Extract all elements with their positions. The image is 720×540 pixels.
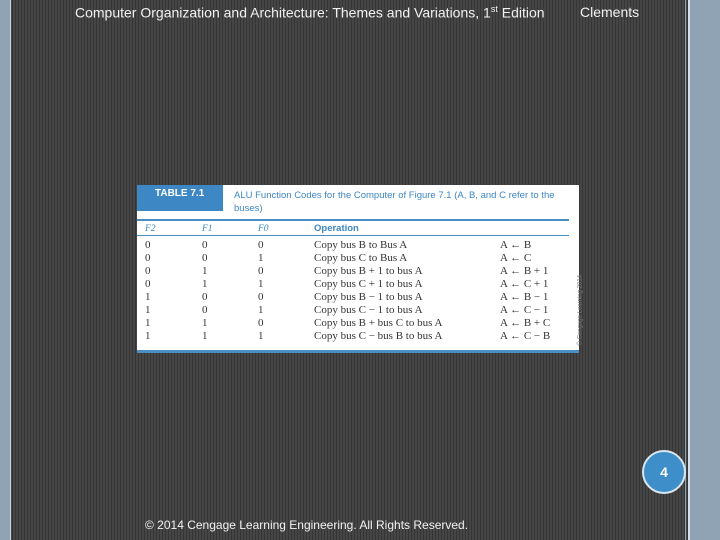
footer-copyright: © 2014 Cengage Learning Engineering. All Rights Reserved. bbox=[145, 518, 469, 532]
slide-title: Computer Organization and Architecture: Themes and Variations, 1st Edition bbox=[75, 4, 545, 21]
table-row: 1 0 0 Copy bus B − 1 to bus A A ← B − 1 bbox=[145, 291, 549, 303]
table-label: TABLE 7.1 bbox=[137, 185, 223, 211]
column-header-f2: F2 bbox=[145, 224, 156, 234]
table-body bbox=[137, 239, 569, 343]
table-row: 0 0 1 Copy bus C to Bus A A ← C bbox=[145, 252, 532, 264]
table-caption: ALU Function Codes for the Computer of Figure 7.1 (A, B, and C refer to the buses) bbox=[234, 190, 555, 214]
table-row: 0 1 0 Copy bus B + 1 to bus A A ← B + 1 bbox=[145, 265, 549, 277]
copyright-credit: © Cengage Learning 2014 bbox=[577, 275, 583, 346]
table-header bbox=[137, 185, 569, 221]
table-row: 1 1 0 Copy bus B + bus C to bus A A ← B + C bbox=[145, 317, 551, 329]
table-row: 1 0 1 Copy bus C − 1 to bus A A ← C − 1 bbox=[145, 304, 549, 316]
column-header-operation: Operation bbox=[314, 223, 359, 234]
column-header-f1: F1 bbox=[202, 224, 213, 234]
table-row: 1 1 1 Copy bus C − bus B to bus A A ← C − B bbox=[145, 330, 551, 342]
left-frame-bar bbox=[0, 0, 11, 540]
right-frame-bar bbox=[690, 0, 720, 540]
table-figure bbox=[137, 185, 583, 353]
table-row: 0 1 1 Copy bus C + 1 to bus A A ← C + 1 bbox=[145, 278, 549, 290]
column-header-f0: F0 bbox=[258, 224, 269, 234]
right-frame-inner-line bbox=[685, 0, 686, 540]
slide-header bbox=[0, 4, 720, 22]
header-rule bbox=[137, 235, 569, 236]
author-name: Clements bbox=[580, 4, 640, 20]
page-number-badge: 4 bbox=[642, 450, 686, 494]
table-row: 0 0 0 Copy bus B to Bus A A ← B bbox=[145, 239, 532, 251]
